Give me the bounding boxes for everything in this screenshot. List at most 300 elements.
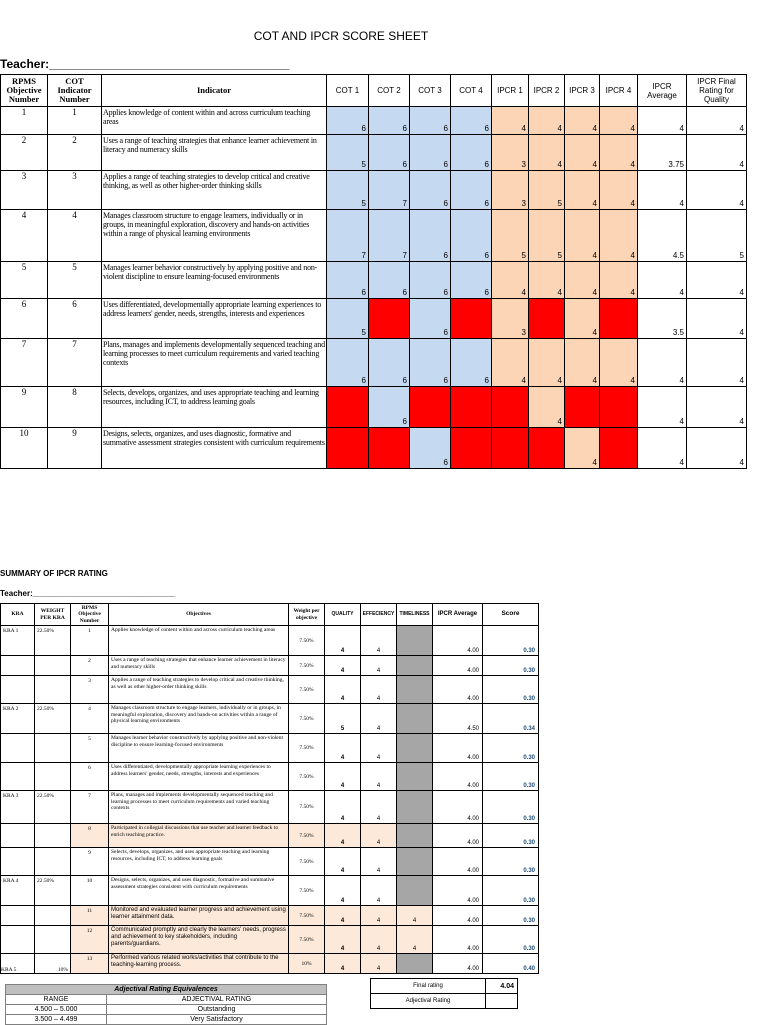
final-rating-value: 4.04 — [486, 979, 518, 994]
kra-label — [1, 676, 35, 704]
ipcr-score: 4 — [565, 135, 600, 171]
kra-weight: 22.50% — [35, 626, 71, 656]
cot-indicator-number: 5 — [48, 262, 102, 299]
summary-row — [1, 656, 539, 676]
adjectival-rating-label: Adjectival Rating — [371, 994, 486, 1009]
header-cot1: COT 1 — [327, 75, 369, 107]
summary-row — [1, 734, 539, 763]
header-ipcr-average: IPCR Average — [433, 604, 483, 626]
header-cot-indicator: COT Indicator Number — [48, 75, 102, 107]
objective-score: 0.30 — [483, 734, 539, 763]
objective-text: Applies a range of teaching strategies to develop critical and creative thinking, as well as other higher-order thinking skills — [109, 676, 289, 704]
rpms-number: 3 — [1, 171, 48, 210]
objective-text: Communicated promptly and clearly the learners' needs, progress and achievement to key stakeholders, including parents/guardians. — [109, 926, 289, 954]
objective-score: 0.30 — [483, 848, 539, 876]
missing-score — [600, 387, 638, 428]
objective-text: Designs, selects, organizes, and uses diagnostic, formative and summative assessment strategies consistent with curriculum requirements — [109, 876, 289, 906]
cot-score: 6 — [451, 135, 492, 171]
cot-score: 6 — [410, 171, 451, 210]
missing-score — [451, 299, 492, 339]
kra-label — [1, 926, 35, 954]
kra-label: KRA 5 — [1, 954, 35, 974]
kra-label — [1, 763, 35, 791]
rpms-number: 5 — [1, 262, 48, 299]
cot-score: 6 — [451, 210, 492, 262]
quality-rating: 5 — [325, 704, 361, 734]
adjectival-rating-value — [486, 994, 518, 1009]
timeliness-rating: 4 — [397, 906, 433, 926]
summary-heading: SUMMARY OF IPCR RATING — [0, 569, 108, 578]
adjectival-equivalences-table — [5, 984, 327, 1025]
missing-score — [327, 387, 369, 428]
cot-score: 7 — [327, 210, 369, 262]
quality-rating: 4 — [325, 954, 361, 974]
ipcr-average: 4 — [638, 428, 687, 469]
summary-teacher-label: Teacher:________________________________ — [0, 589, 176, 598]
quality-rating: 4 — [325, 626, 361, 656]
header-weight-per-objective: Weight per objective — [289, 604, 325, 626]
efficiency-rating: 4 — [361, 676, 397, 704]
efficiency-rating: 4 — [361, 876, 397, 906]
objective-number: 8 — [71, 824, 109, 848]
rpms-number: 9 — [1, 387, 48, 428]
summary-row — [1, 704, 539, 734]
missing-score — [529, 299, 565, 339]
rpms-number: 4 — [1, 210, 48, 262]
ipcr-final-rating: 4 — [687, 387, 747, 428]
equivalences-caption: Adjectival Rating Equivalences — [6, 985, 327, 995]
equivalences-rating-header: ADJECTIVAL RATING — [107, 995, 327, 1005]
objective-weight: 7.50% — [289, 656, 325, 676]
rpms-number: 10 — [1, 428, 48, 469]
objective-number: 2 — [71, 656, 109, 676]
ipcr-average: 3.5 — [638, 299, 687, 339]
timeliness-rating — [397, 656, 433, 676]
header-indicator: Indicator — [102, 75, 327, 107]
ipcr-final-rating: 4 — [687, 339, 747, 387]
ipcr-score: 4 — [492, 339, 529, 387]
cot-score: 6 — [327, 107, 369, 135]
objective-text: Uses differentiated, developmentally appropriate learning experiences to address learners' gender, needs, strengths, interests and experiences — [109, 763, 289, 791]
header-ipcr-average: IPCR Average — [638, 75, 687, 107]
objective-text: Manages learner behavior constructively by applying positive and non-violent discipline to ensure learning-focused environments — [109, 734, 289, 763]
ipcr-score: 3 — [492, 299, 529, 339]
ipcr-final-rating: 5 — [687, 210, 747, 262]
kra-weight — [35, 906, 71, 926]
quality-rating: 4 — [325, 824, 361, 848]
rpms-number: 2 — [1, 135, 48, 171]
ipcr-score: 4 — [565, 299, 600, 339]
ipcr-average: 4.00 — [433, 848, 483, 876]
missing-score — [327, 428, 369, 469]
missing-score — [451, 387, 492, 428]
ipcr-average: 4.50 — [433, 704, 483, 734]
objective-weight: 7.50% — [289, 876, 325, 906]
missing-score — [565, 387, 600, 428]
equivalence-range: 3.500 – 4.499 — [6, 1015, 107, 1025]
kra-weight: 22.50% — [35, 791, 71, 824]
header-kra: KRA — [1, 604, 35, 626]
cot-indicator-number: 6 — [48, 299, 102, 339]
summary-row — [1, 791, 539, 824]
ipcr-average: 4.00 — [433, 954, 483, 974]
header-rpms: RPMS Objective Number — [1, 75, 48, 107]
summary-row — [1, 848, 539, 876]
missing-score — [410, 387, 451, 428]
equivalence-range: 4.500 – 5.000 — [6, 1005, 107, 1015]
ipcr-score: 4 — [565, 339, 600, 387]
final-rating-table — [370, 978, 518, 1009]
cot-score: 6 — [327, 339, 369, 387]
ipcr-average: 4 — [638, 339, 687, 387]
efficiency-rating: 4 — [361, 734, 397, 763]
objective-score: 0.30 — [483, 876, 539, 906]
summary-row — [1, 876, 539, 906]
objective-text: Applies knowledge of content within and across curriculum teaching areas — [109, 626, 289, 656]
objective-weight: 7.50% — [289, 734, 325, 763]
rpms-number: 1 — [1, 107, 48, 135]
rpms-number: 7 — [1, 339, 48, 387]
cot-score: 5 — [327, 299, 369, 339]
objective-number: 1 — [71, 626, 109, 656]
cot-indicator-number: 7 — [48, 339, 102, 387]
objective-weight: 7.50% — [289, 824, 325, 848]
ipcr-score: 4 — [492, 262, 529, 299]
quality-rating: 4 — [325, 876, 361, 906]
ipcr-score: 4 — [600, 135, 638, 171]
score-row — [1, 387, 747, 428]
timeliness-rating — [397, 791, 433, 824]
objective-weight: 7.50% — [289, 626, 325, 656]
kra-weight — [35, 926, 71, 954]
indicator-text: Applies a range of teaching strategies to develop critical and creative thinking, as well as other higher-order thinking skills — [102, 171, 327, 210]
objective-number: 10 — [71, 876, 109, 906]
timeliness-rating — [397, 734, 433, 763]
objective-score: 0.30 — [483, 763, 539, 791]
ipcr-average: 4.00 — [433, 734, 483, 763]
objective-text: Performed various related works/activities that contribute to the teaching-learning process. — [109, 954, 289, 974]
cot-score: 6 — [410, 210, 451, 262]
efficiency-rating: 4 — [361, 954, 397, 974]
ipcr-score: 4 — [529, 107, 565, 135]
kra-weight — [35, 848, 71, 876]
header-objectives: Objectives — [109, 604, 289, 626]
summary-row — [1, 906, 539, 926]
ipcr-average: 4.00 — [433, 656, 483, 676]
header-ipcr4: IPCR 4 — [600, 75, 638, 107]
cot-indicator-number: 3 — [48, 171, 102, 210]
indicator-text: Uses a range of teaching strategies that enhance learner achievement in literacy and numeracy skills — [102, 135, 327, 171]
cot-score: 6 — [451, 262, 492, 299]
efficiency-rating: 4 — [361, 824, 397, 848]
ipcr-average: 4.00 — [433, 626, 483, 656]
cot-indicator-number: 1 — [48, 107, 102, 135]
ipcr-score: 4 — [529, 339, 565, 387]
objective-text: Selects, develops, organizes, and uses appropriate teaching and learning resources, including ICT, to address learning goals — [109, 848, 289, 876]
objective-number: 6 — [71, 763, 109, 791]
ipcr-score: 4 — [492, 107, 529, 135]
cot-score: 6 — [410, 428, 451, 469]
cot-score: 5 — [327, 171, 369, 210]
kra-label — [1, 734, 35, 763]
kra-label: KRA 2 — [1, 704, 35, 734]
ipcr-average: 4.00 — [433, 926, 483, 954]
objective-weight: 7.50% — [289, 676, 325, 704]
indicator-text: Applies knowledge of content within and across curriculum teaching areas — [102, 107, 327, 135]
ipcr-average: 4.5 — [638, 210, 687, 262]
ipcr-average: 4.00 — [433, 676, 483, 704]
objective-number: 5 — [71, 734, 109, 763]
score-row — [1, 299, 747, 339]
score-row — [1, 262, 747, 299]
cot-score: 7 — [369, 210, 410, 262]
cot-score: 6 — [451, 339, 492, 387]
ipcr-average: 4.00 — [433, 876, 483, 906]
cot-indicator-number: 8 — [48, 387, 102, 428]
ipcr-score: 5 — [492, 210, 529, 262]
objective-number: 9 — [71, 848, 109, 876]
ipcr-final-rating: 4 — [687, 107, 747, 135]
score-row — [1, 339, 747, 387]
cot-score: 6 — [410, 262, 451, 299]
kra-weight — [35, 763, 71, 791]
objective-text: Participated in collegial discussions that use teacher and learner feedback to enrich teaching practice. — [109, 824, 289, 848]
timeliness-rating — [397, 676, 433, 704]
efficiency-rating: 4 — [361, 704, 397, 734]
ipcr-average: 4 — [638, 107, 687, 135]
cot-score: 6 — [369, 107, 410, 135]
equivalence-rating: Very Satisfactory — [107, 1015, 327, 1025]
final-rating-label: Final rating — [371, 979, 486, 994]
indicator-text: Designs, selects, organizes, and uses diagnostic, formative and summative assessment strategies consistent with curriculum requirements — [102, 428, 327, 469]
ipcr-score: 4 — [565, 171, 600, 210]
objective-number: 13 — [71, 954, 109, 974]
ipcr-average: 4 — [638, 387, 687, 428]
ipcr-final-rating: 4 — [687, 428, 747, 469]
header-ipcr3: IPCR 3 — [565, 75, 600, 107]
header-ipcr2: IPCR 2 — [529, 75, 565, 107]
objective-score: 0.40 — [483, 954, 539, 974]
header-timeliness: TIMELINESS — [397, 604, 433, 626]
objective-text: Uses a range of teaching strategies that enhance learner achievement in literacy and numeracy skills — [109, 656, 289, 676]
missing-score — [369, 299, 410, 339]
score-row — [1, 135, 747, 171]
ipcr-score: 4 — [600, 107, 638, 135]
cot-score: 6 — [410, 135, 451, 171]
header-weight-per-kra: WEIGHT PER KRA — [35, 604, 71, 626]
kra-label: KRA 3 — [1, 791, 35, 824]
ipcr-score: 4 — [565, 107, 600, 135]
objective-score: 0.30 — [483, 676, 539, 704]
kra-weight — [35, 824, 71, 848]
header-ipcr1: IPCR 1 — [492, 75, 529, 107]
ipcr-score: 3 — [492, 135, 529, 171]
kra-weight — [35, 734, 71, 763]
ipcr-score: 4 — [529, 387, 565, 428]
quality-rating: 4 — [325, 906, 361, 926]
summary-row — [1, 926, 539, 954]
score-row — [1, 171, 747, 210]
kra-label — [1, 656, 35, 676]
ipcr-final-rating: 4 — [687, 171, 747, 210]
objective-score: 0.34 — [483, 704, 539, 734]
ipcr-score: 3 — [492, 171, 529, 210]
objective-number: 11 — [71, 906, 109, 926]
kra-label — [1, 848, 35, 876]
ipcr-score: 4 — [600, 339, 638, 387]
score-row — [1, 210, 747, 262]
efficiency-rating: 4 — [361, 791, 397, 824]
objective-number: 3 — [71, 676, 109, 704]
kra-label: KRA 1 — [1, 626, 35, 656]
indicator-text: Manages learner behavior constructively by applying positive and non-violent discipline to ensure learning-focused environments — [102, 262, 327, 299]
summary-row — [1, 626, 539, 656]
objective-score: 0.30 — [483, 656, 539, 676]
indicator-text: Manages classroom structure to engage learners, individually or in groups, in meaningful exploration, discovery and hands-on activities within a range of physical learning environments — [102, 210, 327, 262]
missing-score — [600, 428, 638, 469]
teacher-label: Teacher:____________________________________ — [0, 57, 290, 71]
cot-score: 5 — [327, 135, 369, 171]
objective-number: 4 — [71, 704, 109, 734]
missing-score — [451, 428, 492, 469]
missing-score — [600, 299, 638, 339]
ipcr-score: 4 — [565, 428, 600, 469]
cot-score: 7 — [369, 171, 410, 210]
timeliness-rating: 4 — [397, 926, 433, 954]
header-quality: QUALITY — [325, 604, 361, 626]
header-ipcr-final: IPCR Final Rating for Quality — [687, 75, 747, 107]
quality-rating: 4 — [325, 656, 361, 676]
summary-row — [1, 763, 539, 791]
timeliness-rating — [397, 848, 433, 876]
cot-score: 6 — [451, 171, 492, 210]
ipcr-average: 4.00 — [433, 824, 483, 848]
objective-text: Plans, manages and implements developmentally sequenced teaching and learning processes to meet curriculum requirements and varied teaching contexts — [109, 791, 289, 824]
quality-rating: 4 — [325, 676, 361, 704]
ipcr-score: 4 — [600, 171, 638, 210]
score-row — [1, 107, 747, 135]
summary-row — [1, 824, 539, 848]
quality-rating: 4 — [325, 848, 361, 876]
summary-row — [1, 954, 539, 974]
objective-weight: 7.50% — [289, 763, 325, 791]
ipcr-score: 4 — [529, 262, 565, 299]
objective-number: 12 — [71, 926, 109, 954]
objective-weight: 7.50% — [289, 926, 325, 954]
efficiency-rating: 4 — [361, 626, 397, 656]
ipcr-score: 4 — [529, 135, 565, 171]
header-score: Score — [483, 604, 539, 626]
header-efficiency: EFFECIENCY — [361, 604, 397, 626]
ipcr-average: 3.75 — [638, 135, 687, 171]
quality-rating: 4 — [325, 763, 361, 791]
cot-ipcr-score-table — [0, 74, 747, 469]
ipcr-average: 4 — [638, 171, 687, 210]
ipcr-score: 4 — [600, 210, 638, 262]
timeliness-rating — [397, 876, 433, 906]
ipcr-score: 5 — [529, 171, 565, 210]
cot-score: 6 — [369, 262, 410, 299]
objective-score: 0.30 — [483, 824, 539, 848]
timeliness-rating — [397, 626, 433, 656]
summary-row — [1, 676, 539, 704]
header-cot3: COT 3 — [410, 75, 451, 107]
ipcr-score: 4 — [600, 262, 638, 299]
ipcr-final-rating: 4 — [687, 299, 747, 339]
efficiency-rating: 4 — [361, 656, 397, 676]
objective-weight: 7.50% — [289, 791, 325, 824]
score-row — [1, 428, 747, 469]
equivalence-rating: Outstanding — [107, 1005, 327, 1015]
ipcr-average: 4.00 — [433, 763, 483, 791]
cot-score: 6 — [369, 135, 410, 171]
page-title: COT AND IPCR SCORE SHEET — [253, 29, 429, 43]
cot-score: 6 — [369, 339, 410, 387]
cot-indicator-number: 9 — [48, 428, 102, 469]
kra-weight — [35, 656, 71, 676]
cot-score: 6 — [327, 262, 369, 299]
header-cot2: COT 2 — [369, 75, 410, 107]
timeliness-rating — [397, 704, 433, 734]
objective-text: Manages classroom structure to engage learners, individually or in groups, in meaningful exploration, discovery and hands-on activities within a range of physical learning environments — [109, 704, 289, 734]
efficiency-rating: 4 — [361, 906, 397, 926]
cot-indicator-number: 4 — [48, 210, 102, 262]
kra-weight — [35, 676, 71, 704]
indicator-text: Selects, develops, organizes, and uses appropriate teaching and learning resources, including ICT, to address learning goals — [102, 387, 327, 428]
objective-number: 7 — [71, 791, 109, 824]
kra-label: KRA 4 — [1, 876, 35, 906]
objective-text: Monitored and evaluated learner progress and achievement using learner attainment data. — [109, 906, 289, 926]
kra-label — [1, 906, 35, 926]
objective-weight: 7.50% — [289, 848, 325, 876]
missing-score — [529, 428, 565, 469]
objective-weight: 7.50% — [289, 906, 325, 926]
header-rpms-objective: RPMS Objective Number — [71, 604, 109, 626]
objective-score: 0.30 — [483, 791, 539, 824]
indicator-text: Uses differentiated, developmentally appropriate learning experiences to address learners' gender, needs, strengths, interests and experiences — [102, 299, 327, 339]
rpms-number: 6 — [1, 299, 48, 339]
quality-rating: 4 — [325, 791, 361, 824]
ipcr-final-rating: 4 — [687, 135, 747, 171]
efficiency-rating: 4 — [361, 926, 397, 954]
cot-score: 6 — [369, 387, 410, 428]
ipcr-average: 4.00 — [433, 906, 483, 926]
cot-score: 6 — [410, 299, 451, 339]
missing-score — [492, 428, 529, 469]
cot-indicator-number: 2 — [48, 135, 102, 171]
efficiency-rating: 4 — [361, 763, 397, 791]
indicator-text: Plans, manages and implements developmentally sequenced teaching and learning processes to meet curriculum requirements and varied teaching contexts — [102, 339, 327, 387]
kra-weight: 22.50% — [35, 876, 71, 906]
ipcr-score: 5 — [529, 210, 565, 262]
timeliness-rating — [397, 954, 433, 974]
ipcr-score: 4 — [565, 262, 600, 299]
ipcr-average: 4 — [638, 262, 687, 299]
missing-score — [369, 428, 410, 469]
efficiency-rating: 4 — [361, 848, 397, 876]
timeliness-rating — [397, 763, 433, 791]
quality-rating: 4 — [325, 734, 361, 763]
kra-label — [1, 824, 35, 848]
kra-weight: 22.50% — [35, 704, 71, 734]
header-cot4: COT 4 — [451, 75, 492, 107]
cot-score: 6 — [451, 107, 492, 135]
objective-weight: 7.50% — [289, 704, 325, 734]
cot-score: 6 — [410, 107, 451, 135]
ipcr-final-rating: 4 — [687, 262, 747, 299]
equivalences-range-header: RANGE — [6, 995, 107, 1005]
ipcr-average: 4.00 — [433, 791, 483, 824]
